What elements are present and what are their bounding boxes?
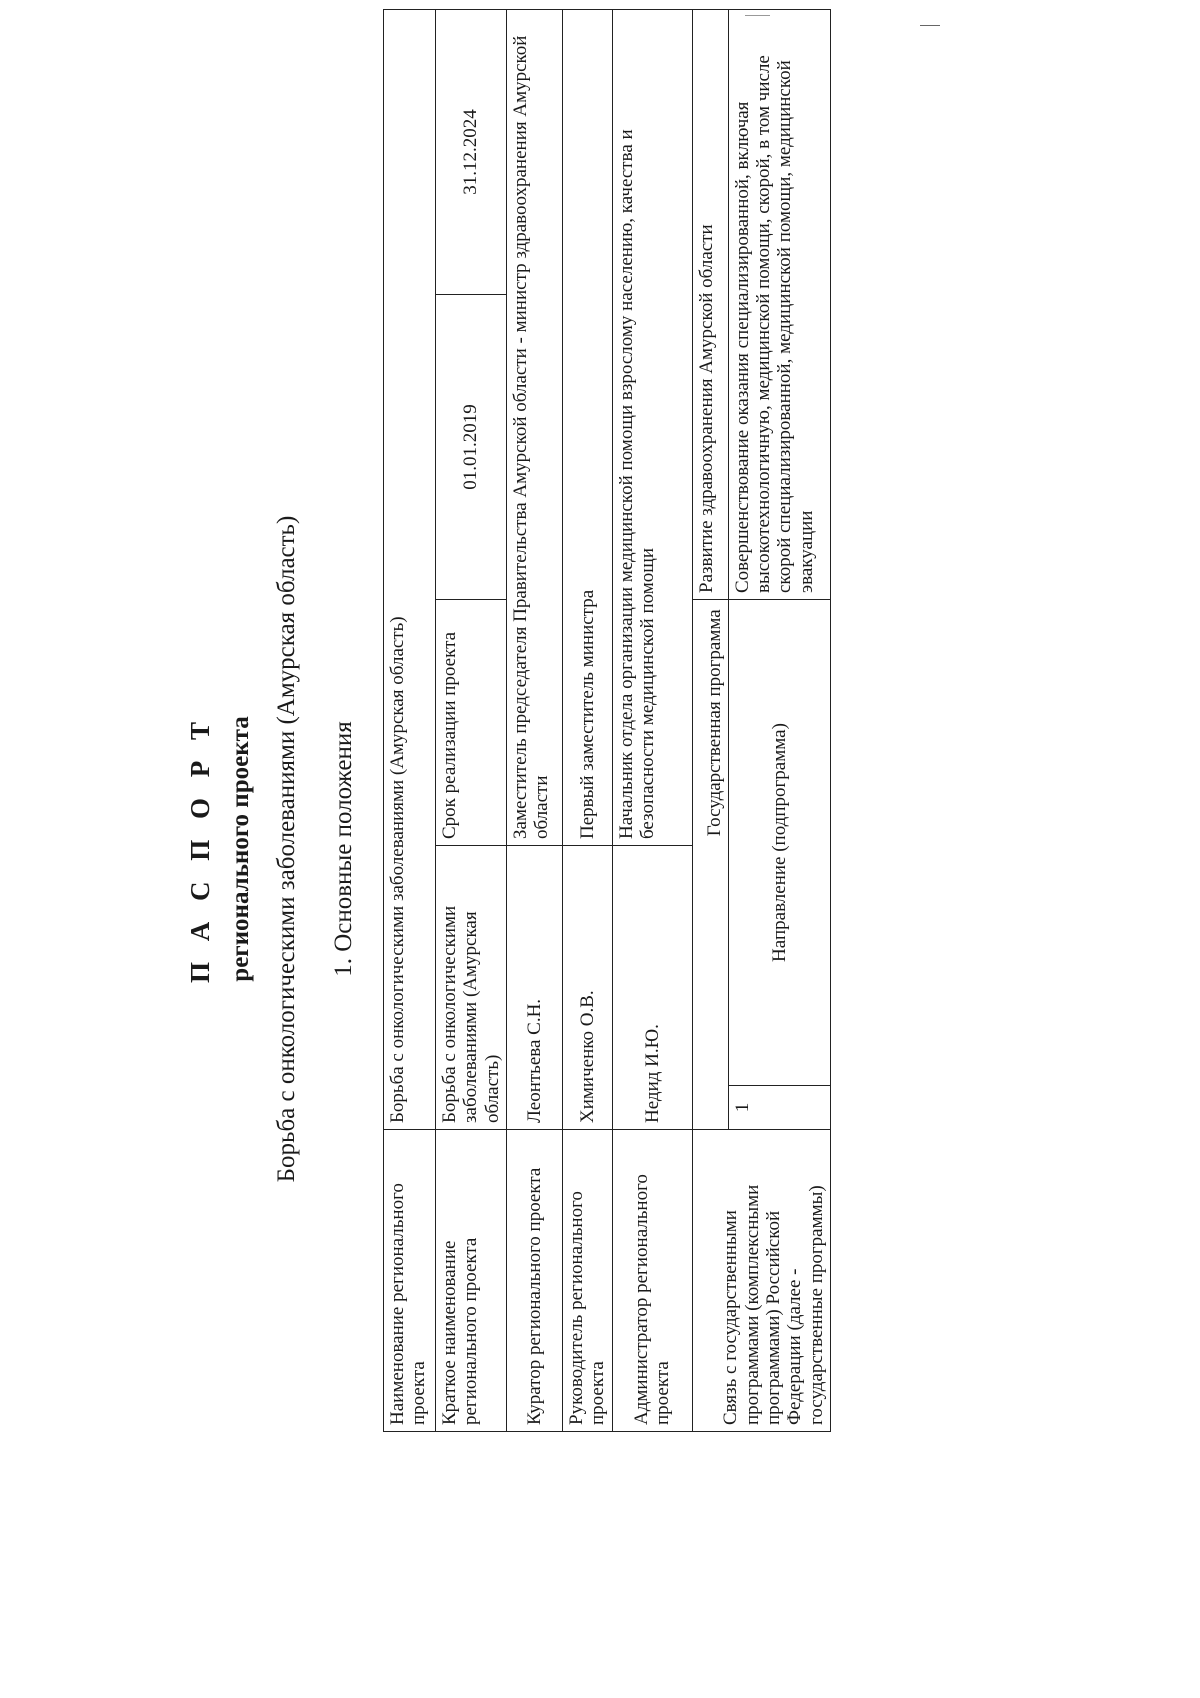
direction-label: Направление (подпрограмма): [728, 600, 830, 1086]
short-name-value: Борьба с онкологическими заболеваниями (Амурская область): [436, 846, 507, 1130]
leader-label: Руководитель регионального проекта: [562, 1130, 612, 1432]
curator-position: Заместитель председателя Правительства Амурской области - министр здравоохранения Амурской области: [506, 9, 562, 845]
document-title: П А С П О Р Т: [185, 715, 215, 984]
period-label: Срок реализации проекта: [436, 600, 507, 846]
table-row: [692, 9, 728, 1431]
programs-label: Связь с государственными программами (комплексными программами) Российской Федерации (далее - государственные программы): [692, 1130, 830, 1432]
blank-cell: [692, 846, 728, 1130]
full-name-value: Борьба с онкологическими заболеваниями (Амурская область): [384, 9, 436, 1129]
program-number: 1: [728, 1086, 830, 1130]
project-name: Борьба с онкологическими заболеваниями (Амурская область): [273, 515, 300, 1183]
gp-value: Развитие здравоохранения Амурской области: [692, 9, 728, 599]
admin-name: Недид И.Ю.: [612, 846, 692, 1130]
period-end: 31.12.2024: [436, 9, 507, 294]
table-row: [384, 9, 436, 1431]
document-subtitle: регионального проекта: [227, 716, 254, 982]
direction-value: Совершенствование оказания специализированной, включая высокотехнологичную, медицинской помощи, скорой, в том числе скорой специализированной, медицинской помощи, медицинской эвакуации: [728, 9, 830, 599]
leader-position: Первый заместитель министра: [562, 9, 612, 845]
table-row: [612, 9, 692, 1431]
short-name-label: Краткое наименование регионального проекта: [436, 1130, 507, 1432]
section-heading: 1. Основные положения: [330, 721, 357, 977]
curator-name: Леонтьева С.Н.: [506, 846, 562, 1130]
table-row: [506, 9, 562, 1431]
gp-label: Государственная программа: [692, 600, 728, 846]
curator-label: Куратор регионального проекта: [506, 1130, 562, 1432]
leader-name: Химиченко О.В.: [562, 846, 612, 1130]
admin-position: Начальник отдела организации медицинской помощи взрослому населению, качества и безопасности медицинской помощи: [612, 9, 692, 845]
table-row: [562, 9, 612, 1431]
admin-label: Администратор регионального проекта: [612, 1130, 692, 1432]
period-start: 01.01.2019: [436, 295, 507, 600]
table-row: [436, 9, 507, 1431]
passport-table: [383, 9, 831, 1432]
full-name-label: Наименование регионального проекта: [384, 1130, 436, 1432]
